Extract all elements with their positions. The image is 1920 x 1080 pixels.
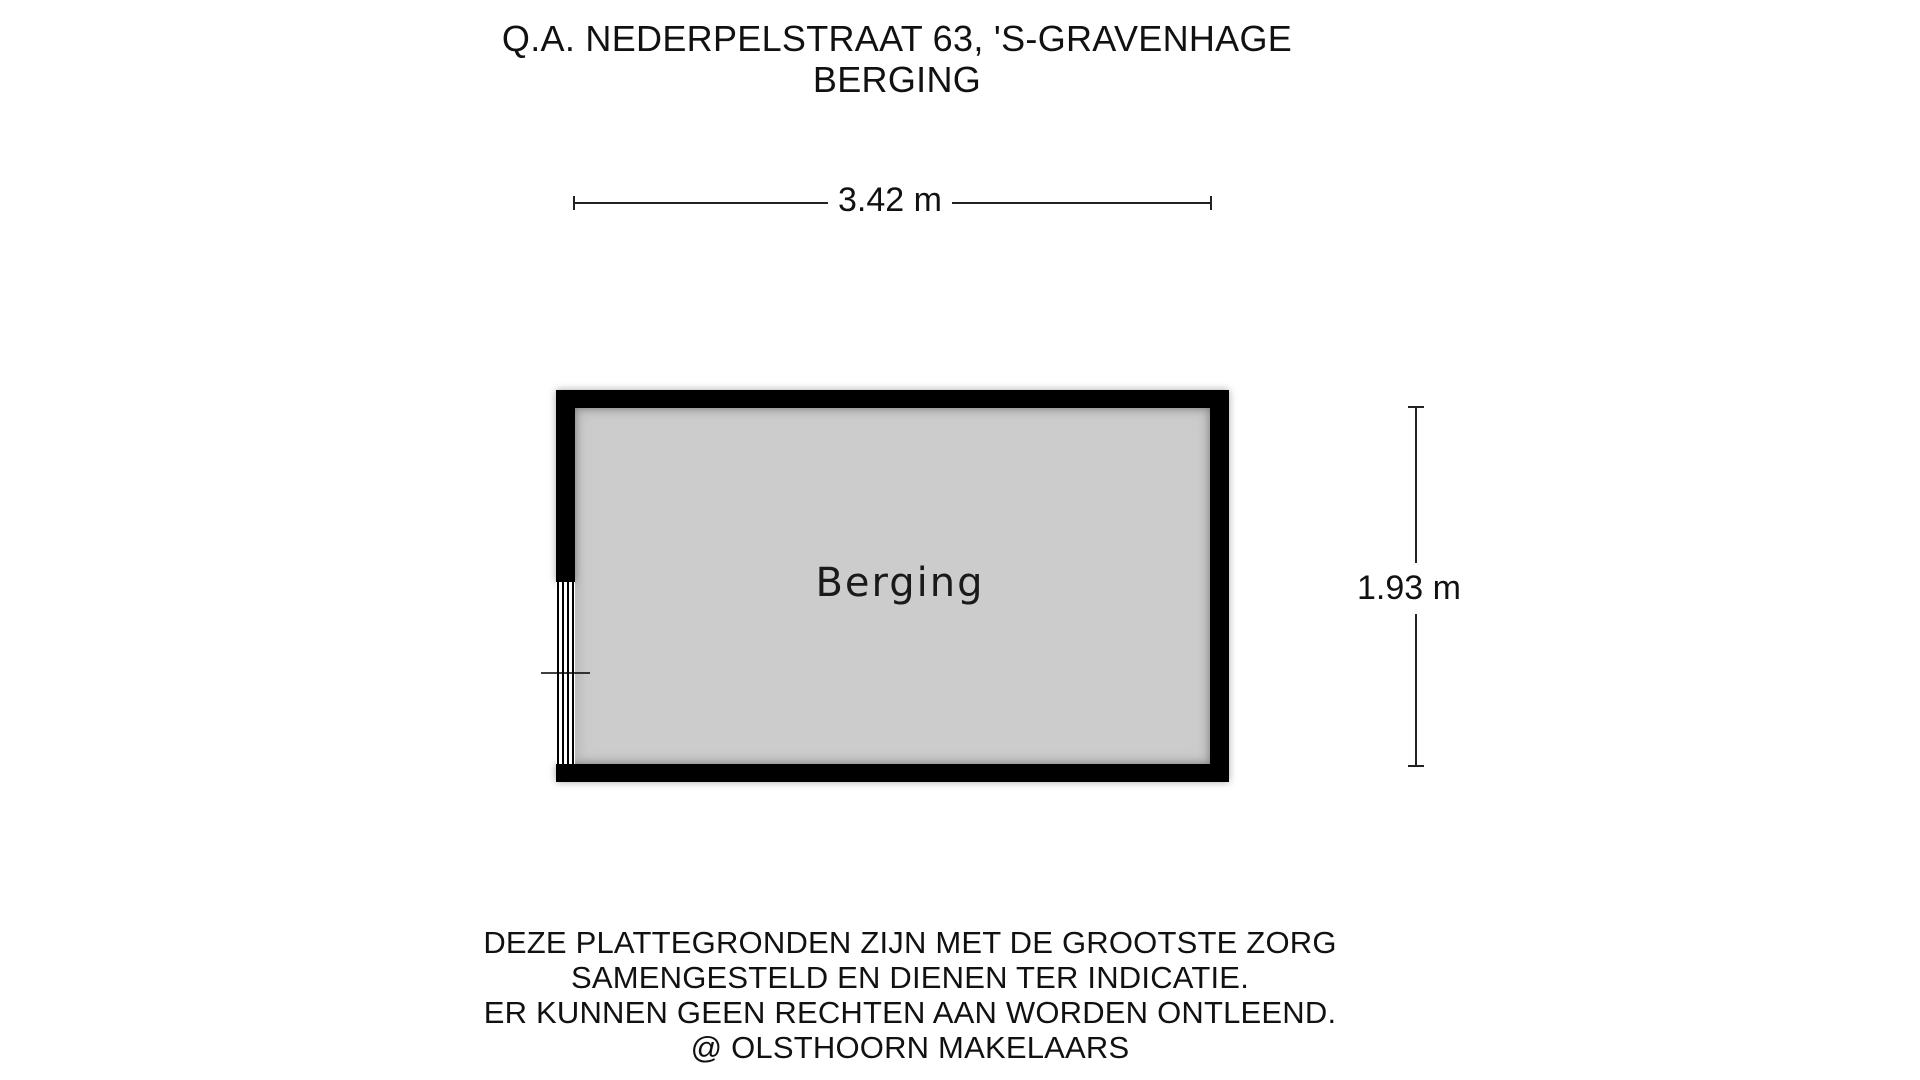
wall-left-upper — [556, 390, 575, 582]
wall-right — [1210, 390, 1229, 782]
height-dimension-label: 1.93 m — [1357, 563, 1461, 614]
wall-top — [556, 390, 1229, 408]
disclaimer-line: ER KUNNEN GEEN RECHTEN AAN WORDEN ONTLEEND. — [483, 995, 1337, 1030]
disclaimer — [410, 925, 1410, 1065]
width-dimension-label: 3.42 m — [828, 181, 952, 220]
disclaimer-line: DEZE PLATTEGRONDEN ZIJN MET DE GROOTSTE ZORG — [483, 925, 1337, 960]
room-label: Berging — [815, 560, 985, 606]
wall-bottom — [556, 764, 1229, 782]
address-title: Q.A. NEDERPELSTRAAT 63, 'S-GRAVENHAGE — [501, 18, 1293, 59]
disclaimer-line: SAMENGESTELD EN DIENEN TER INDICATIE. — [570, 960, 1250, 995]
disclaimer-line: @ OLSTHOORN MAKELAARS — [690, 1030, 1130, 1065]
wall-left-lower — [556, 764, 575, 782]
floor-title: BERGING — [812, 59, 982, 100]
